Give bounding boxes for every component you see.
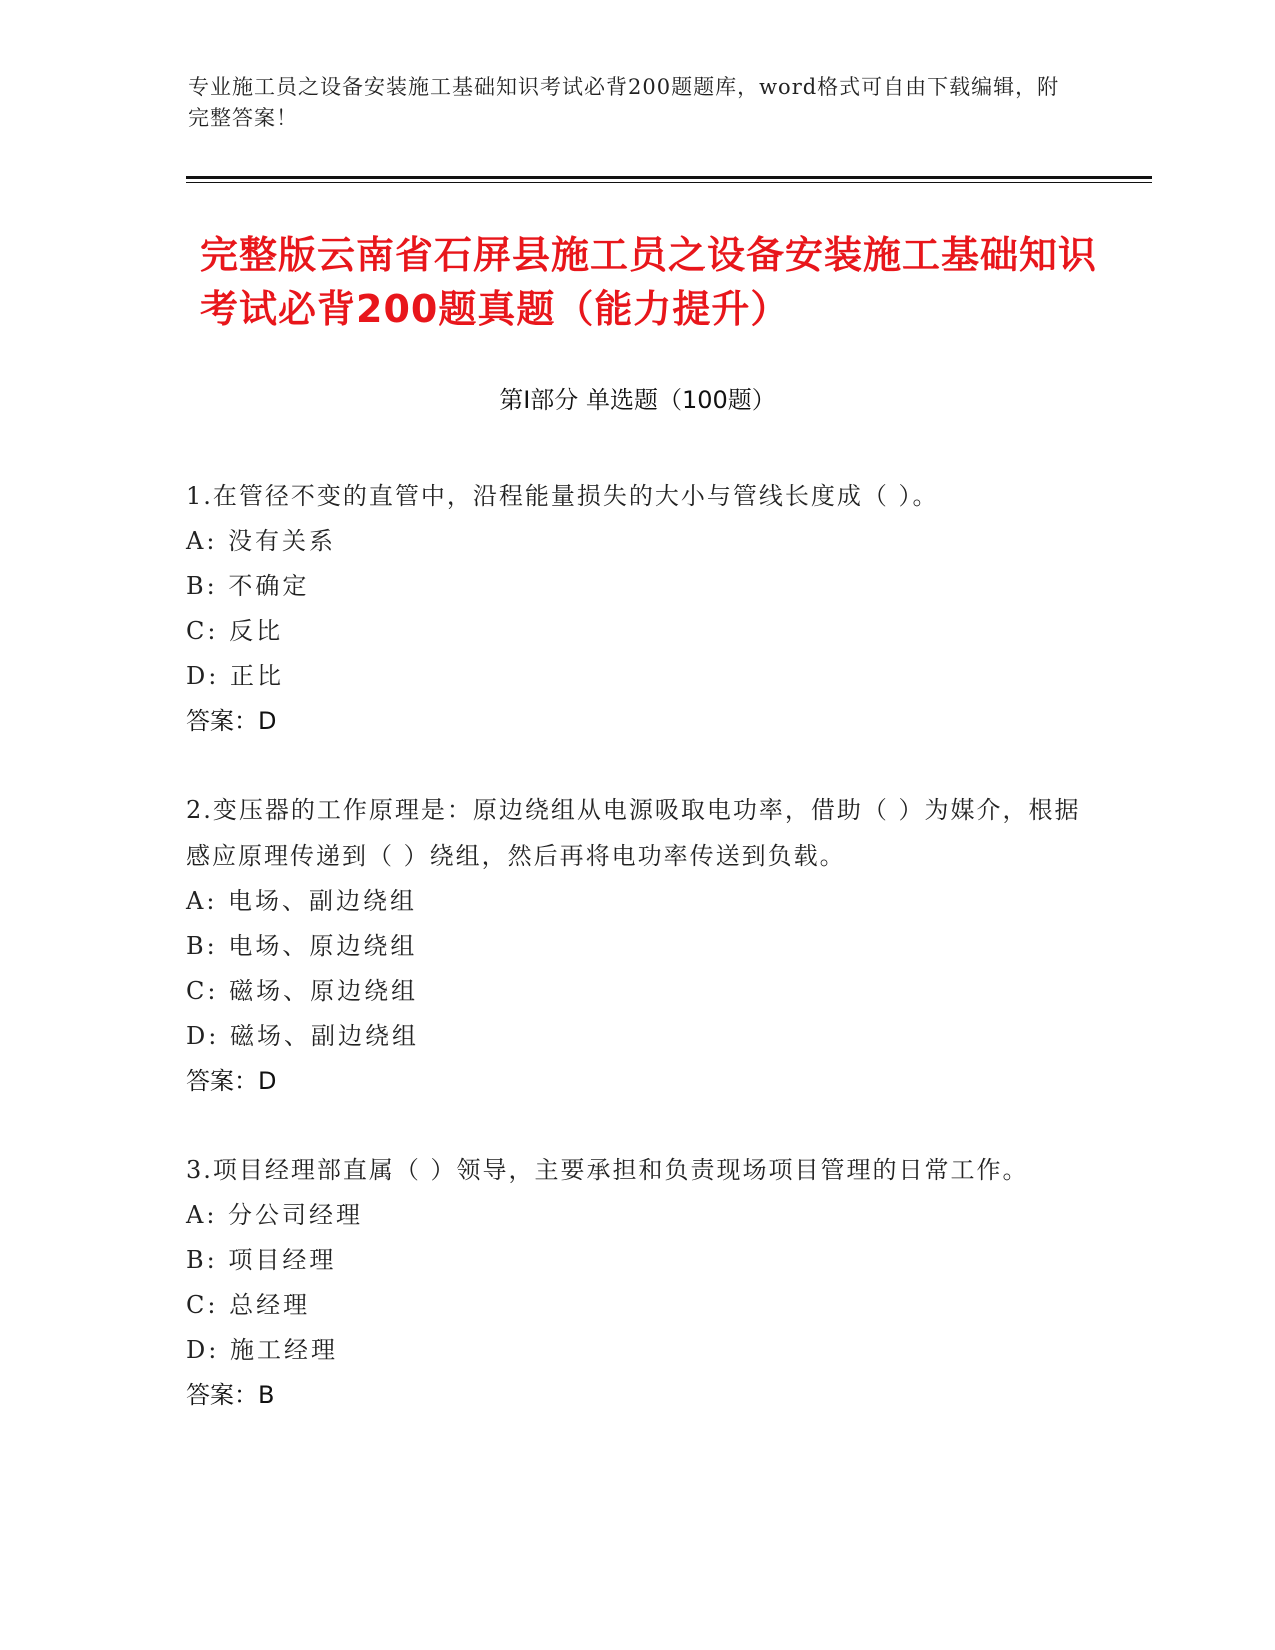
option-a: A: 电场、副边绕组 [186, 887, 418, 915]
header-divider-thin [186, 182, 1152, 183]
spacer [186, 744, 1086, 787]
option-b: B: 不确定 [186, 572, 310, 600]
question-2 [186, 787, 1086, 1104]
section-heading: 第I部分 单选题（100题） [499, 386, 776, 414]
question-stem: 3.项目经理部直属（ ）领导，主要承担和负责现场项目管理的日常工作。 [186, 1156, 1029, 1184]
question-stem: 1.在管径不变的直管中，沿程能量损失的大小与管线长度成（ ）。 [186, 482, 939, 510]
option-d: D: 磁场、副边绕组 [186, 1022, 419, 1050]
document-title: 完整版云南省石屏县施工员之设备安装施工基础知识考试必背200题真题（能力提升） [200, 233, 1098, 331]
answer-line: 答案：D [186, 707, 277, 735]
option-c: C: 反比 [186, 617, 284, 645]
option-b: B: 项目经理 [186, 1246, 337, 1274]
option-b: B: 电场、原边绕组 [186, 932, 418, 960]
question-1 [186, 473, 1086, 744]
option-c: C: 总经理 [186, 1291, 311, 1319]
header-note: 专业施工员之设备安装施工基础知识考试必背200题题库，word格式可自由下载编辑，附完整答案！ [188, 75, 1060, 130]
question-stem: 2.变压器的工作原理是：原边绕组从电源吸取电功率，借助（ ）为媒介，根据感应原理传递到（ ）绕组，然后再将电功率传送到负载。 [186, 796, 1081, 870]
option-a: A: 分公司经理 [186, 1201, 364, 1229]
option-a: A: 没有关系 [186, 527, 337, 555]
header-divider-thick [186, 176, 1152, 179]
answer-line: 答案：B [186, 1381, 275, 1409]
option-d: D: 施工经理 [186, 1336, 338, 1364]
option-c: C: 磁场、原边绕组 [186, 977, 419, 1005]
spacer [186, 1104, 1086, 1147]
answer-line: 答案：D [186, 1067, 277, 1095]
question-list [186, 473, 1086, 1418]
option-d: D: 正比 [186, 662, 284, 690]
question-3 [186, 1147, 1086, 1418]
